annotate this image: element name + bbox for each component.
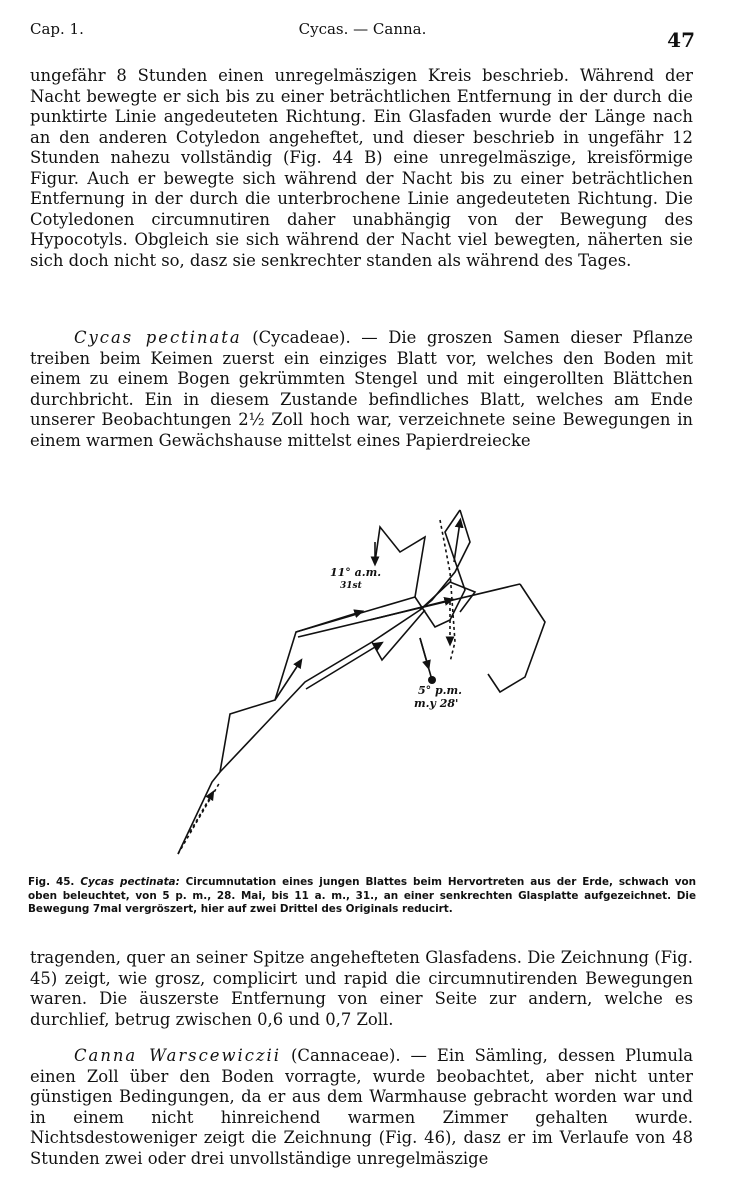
paragraph-cotyledon-movement: [30, 66, 693, 271]
label-end-time: 5° p.m.: [418, 684, 462, 697]
paragraph-text: (Cycadeae). — Die groszen Samen dieser Pflanze treiben beim Keimen zuerst ein einziges Blatt vor, welches den Boden mit einem zu einem Bogen gekrümmten Stengel und mit eingerollten Blättchen durchbricht. Ein in diesem Zustande befindliches Blatt, welches am Ende unserer Beobachtungen 2½ Zoll hoch war, verzeichnete seine Bewegungen in einem warmen Gewächshause mittelst eines Papierdreiecke: [30, 328, 693, 450]
page-number: 47: [667, 28, 695, 52]
end-point-dot: [428, 676, 436, 684]
paragraph-cycas: [30, 328, 693, 451]
caption-species: Cycas pectinata:: [80, 876, 180, 888]
chapter-label: Cap. 1.: [30, 20, 84, 38]
running-header: [30, 20, 695, 52]
paragraph-text: tragenden, quer an seiner Spitze angehefteten Glasfadens. Die Zeichnung (Fig. 45) zeigt, wie grosz, complicirt und rapid die circumnutirenden Bewegungen waren. Die äuszerste Entfernung von einer Seite zur andern, welche es durchlief, betrug zwischen 0,6 und 0,7 Zoll.: [30, 948, 693, 1029]
trace-solid: [178, 510, 545, 854]
figure-45-circumnutation-diagram: [120, 482, 600, 872]
paragraph-text: ungefähr 8 Stunden einen unregelmäszigen Kreis beschrieb. Während der Nacht bewegte er sich bis zu einer beträchtlichen Entfernung in der durch die punktirte Linie angedeuteten Richtung. Ein Glasfaden wurde der Länge nach an den anderen Cotyledon angeheftet, und dieser beschrieb in ungefähr 12 Stunden nahezu vollständig (Fig. 44 B) eine unregelmäszige, kreisförmige Figur. Auch er bewegte sich während der Nacht bis zu einer beträchtlichen Entfernung in der durch die unterbrochene Linie angedeuteten Richtung. Die Cotyledonen circumnutiren daher unabhängig von der Bewegung des Hypocotyls. Obgleich sie sich während der Nacht viel bewegten, näherten sie sich doch nicht so, dasz sie senkrechter standen als während des Tages.: [30, 66, 693, 270]
paragraph-text: (Cannaceae). — Ein Sämling, dessen Plumula einen Zoll über den Boden vorragte, wurde beobachtet, aber nicht unter günstigen Bedingungen, da er aus dem Warmhause gebracht worden war und in einem nicht hinreichend warmen Zimmer gehalten wurde. Nichtsdestoweniger zeigt die Zeichnung (Fig. 46), dasz er im Verlaufe von 48 Stunden zwei oder drei unvollständige unregelmäszige: [30, 1046, 693, 1168]
paragraph-canna: [30, 1046, 693, 1169]
label-start-date: 31st: [340, 581, 362, 591]
label-start-time: 11° a.m.: [330, 566, 382, 579]
figure-caption: [28, 876, 696, 917]
caption-text: Circumnutation eines jungen Blattes beim Hervortreten aus der Erde, schwach von oben beleuchtet, von 5 p. m., 28. Mai, bis 11 a. m., 31., an einer senkrechten Glasplatte aufgezeichnet. Die Bewegung 7mal vergröszert, hier auf zwei Drittel des Originals reducirt.: [28, 876, 697, 915]
caption-fig-number: Fig. 45.: [28, 876, 75, 888]
species-name-canna: Canna Warscewiczii: [74, 1046, 282, 1065]
trace-dotted: [178, 520, 455, 854]
species-name-cycas: Cycas pectinata: [74, 328, 242, 347]
running-title: Cycas. — Canna.: [298, 20, 427, 38]
paragraph-cycas-continued: [30, 948, 693, 1030]
label-end-date: m.y 28': [414, 697, 459, 710]
